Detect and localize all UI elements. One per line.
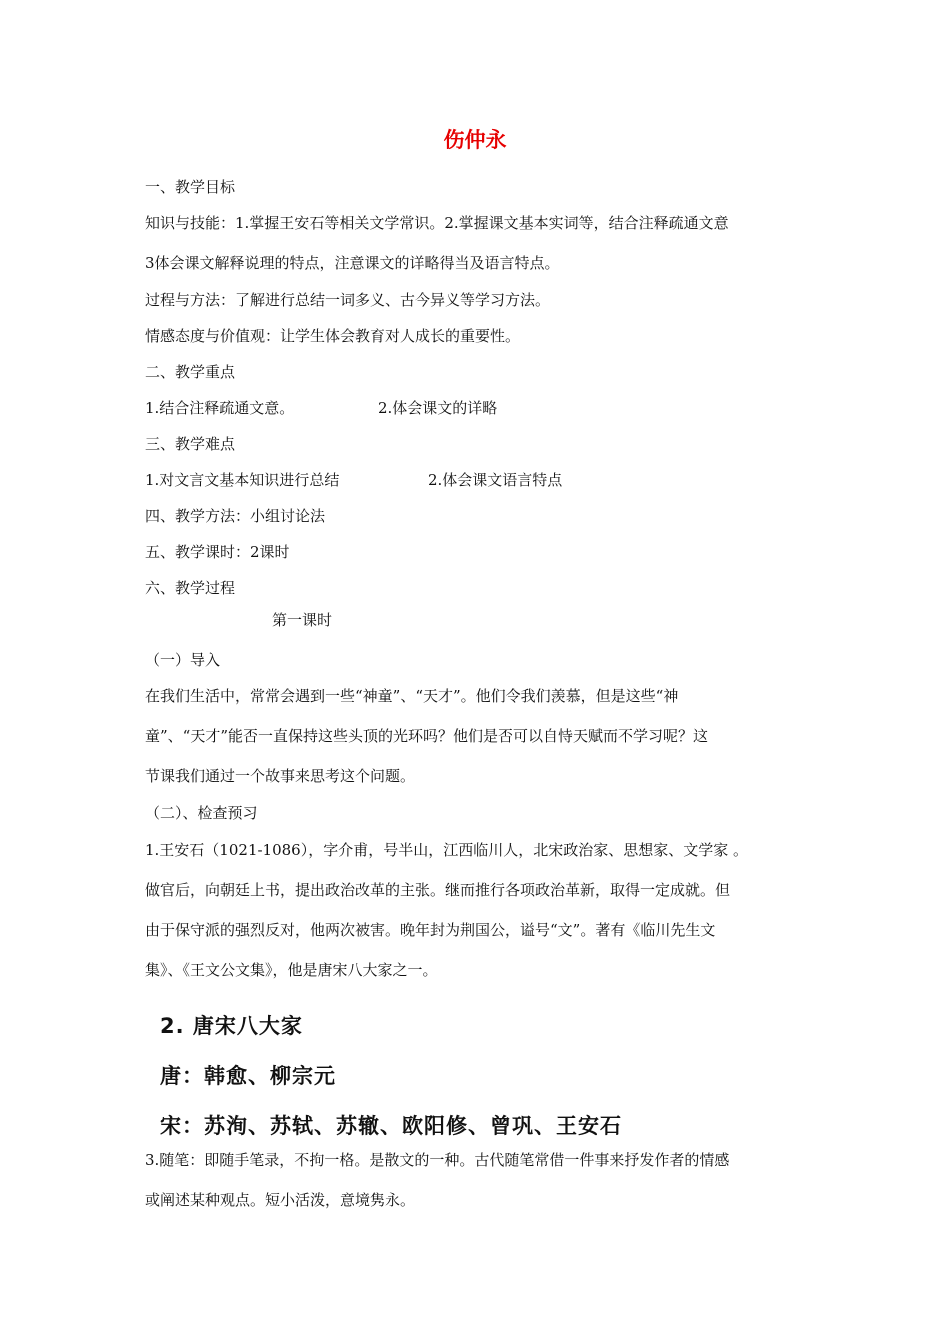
first-lesson-label: 第一课时 xyxy=(272,611,333,629)
goal-heading: 一、教学目标 xyxy=(145,178,236,196)
difficulty-item-2: 2.体会课文语言特点 xyxy=(428,471,563,489)
wang-paragraph-line-1: 1.王安石（1021-1086），字介甫，号半山，江西临川人，北宋政治家、思想家、文学家 。 xyxy=(145,841,748,859)
focus-heading: 二、教学重点 xyxy=(145,363,236,381)
knowledge-skills: 知识与技能：1.掌握王安石等相关文学常识。2.掌握课文基本实词等，结合注释疏通文意 xyxy=(145,214,729,232)
wang-paragraph-line-4: 集》、《王文公文集》，他是唐宋八大家之一。 xyxy=(145,961,438,979)
difficulty-item-1: 1.对文言文基本知识进行总结 xyxy=(145,471,340,489)
intro-paragraph-line-2: 童”、“天才”能否一直保持这些头顶的光环吗？他们是否可以自恃天赋而不学习呢？这 xyxy=(145,727,709,745)
emotion-values: 情感态度与价值观：让学生体会教育对人成长的重要性。 xyxy=(145,327,521,345)
process-heading: 六、教学过程 xyxy=(145,579,236,597)
document-title: 伤仲永 xyxy=(443,128,507,152)
focus-item-1: 1.结合注释疏通文意。 xyxy=(145,399,295,417)
tang-authors-line: 唐：韩愈、柳宗元 xyxy=(160,1064,336,1088)
intro-paragraph-line-1: 在我们生活中，常常会遇到一些“神童”、“天才”。他们令我们羡慕，但是这些“神 xyxy=(145,687,679,705)
focus-item-2: 2.体会课文的详略 xyxy=(378,399,498,417)
hours-line: 五、教学课时：2课时 xyxy=(145,543,290,561)
method-line: 四、教学方法：小组讨论法 xyxy=(145,507,326,525)
difficulty-heading: 三、教学难点 xyxy=(145,435,236,453)
intro-paragraph-line-3: 节课我们通过一个故事来思考这个问题。 xyxy=(145,767,416,785)
essay-paragraph-line-2: 或阐述某种观点。短小活泼，意境隽永。 xyxy=(145,1191,416,1209)
wang-paragraph-line-2: 做官后，向朝廷上书，提出政治改革的主张。继而推行各项政治革新，取得一定成就。但 xyxy=(145,881,731,899)
song-authors-line: 宋：苏洵、苏轼、苏辙、欧阳修、曾巩、王安石 xyxy=(160,1114,622,1138)
essay-paragraph-line-1: 3.随笔：即随手笔录，不拘一格。是散文的一种。古代随笔常借一件事来抒发作者的情感 xyxy=(145,1151,730,1169)
intro-heading: （一）导入 xyxy=(145,651,221,669)
knowledge-skills-cont: 3体会课文解释说理的特点，注意课文的详略得当及语言特点。 xyxy=(145,254,560,272)
preview-heading: （二）、检查预习 xyxy=(145,804,258,822)
tang-song-title: 2. 唐宋八大家 xyxy=(160,1014,303,1038)
wang-paragraph-line-3: 由于保守派的强烈反对，他两次被害。晚年封为荆国公，谥号“文”。著有《临川先生文 xyxy=(145,921,716,939)
process-method: 过程与方法：了解进行总结一词多义、古今异义等学习方法。 xyxy=(145,291,551,309)
